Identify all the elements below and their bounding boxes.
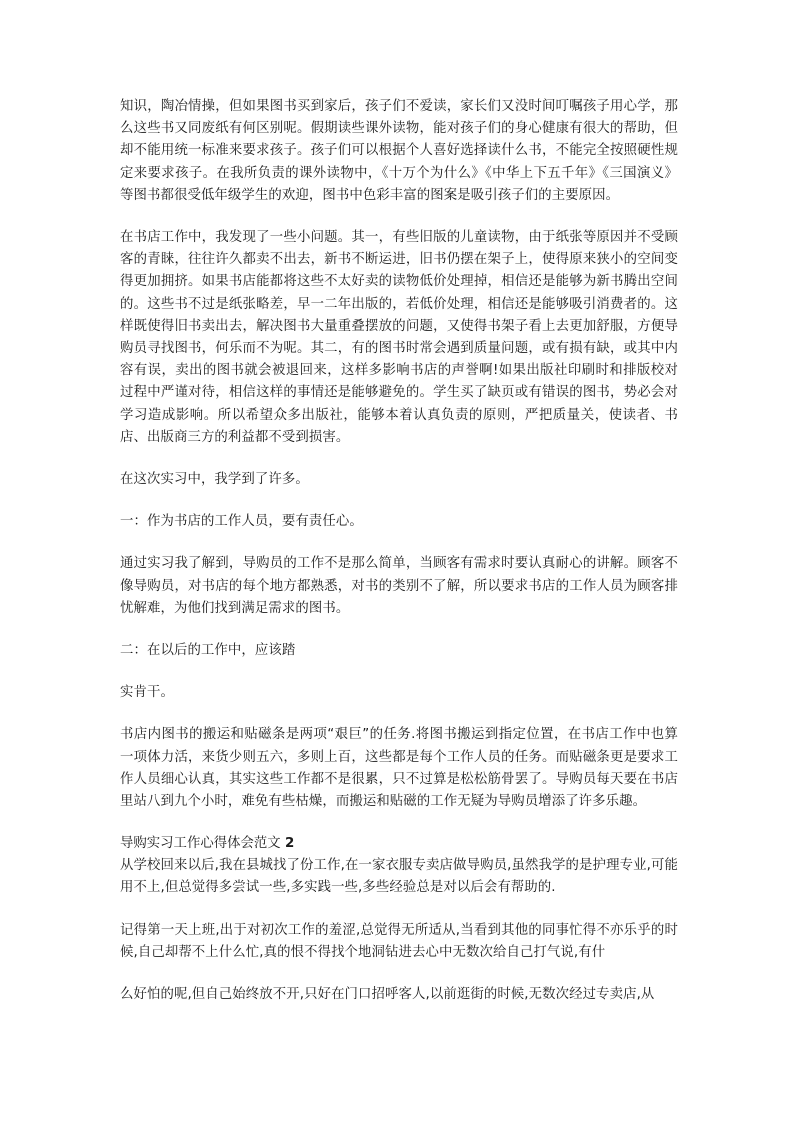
paragraph-learned-much: 在这次实习中，我学到了许多。 bbox=[120, 472, 309, 488]
paragraph-bookstore-problems: 在书店工作中，我发现了一些小问题。其一，有些旧版的儿童读物，由于纸张等原因并不受顾客的青睐，往往许久都卖不出去，新书不断运进，旧书仍摆在架子上，使得原来狭小的空间变得更加拥挤。如果书店能都将这些不太好卖的读物低价处理掉，相信还是能够为新书腾出空间的。这些书不过是纸张略差，早一二年出版的，若低价处理，相信还是能够吸引消费者的。这样既使得旧书卖出去，解决图书大量重叠摆放的问题，又使得书架子看上去更加舒服，方便导购员寻找图书，何乐而不为呢。其二，有的图书时常会遇到质量问题，或有损有缺，或其中内容有误，卖出的图书就会被退回来，这样多影响书店的声誉啊!如果出版社印刷时和排版校对过程中严谨对待，相信这样的事情还是能够避免的。学生买了缺页或有错误的图书，势必会对学习造成影响。所以希望众多出版社，能够本着认真负责的原则，严把质量关，使读者、书店、出版商三方的利益都不受到损害。 bbox=[120, 230, 678, 445]
paragraph-point-two-cont: 实肯干。 bbox=[120, 685, 174, 701]
paragraph-reading-benefits: 知识，陶冶情操，但如果图书买到家后，孩子们不爱读，家长们又没时间叮嘱孩子用心学，那么这些书又同废纸有何区别呢。假期读些课外读物，能对孩子们的身心健康有很大的帮助，但却不能用统一标准来要求孩子。孩子们可以根据个人喜好选择读什么书，不能完全按照硬性规定来要求孩子。在我所负责的课外读物中，《十万个为什么》《中华上下五千年》《三国演义》等图书都很受低年级学生的欢迎，图书中色彩丰富的图案是吸引孩子们的主要原因。 bbox=[120, 99, 678, 203]
paragraph-point-one: 一：作为书店的工作人员，要有责任心。 bbox=[120, 514, 363, 530]
paragraph-point-two: 二：在以后的工作中，应该踏 bbox=[120, 643, 296, 659]
paragraph-guide-duties: 通过实习我了解到，导购员的工作不是那么简单，当顾客有需求时要认真耐心的讲解。顾客不像导购员，对书店的每个地方都熟悉，对书的类别不了解，所以要求书店的工作人员为顾客排忧解难，为他们找到满足需求的图书。 bbox=[120, 556, 678, 616]
section-title bbox=[120, 833, 678, 855]
paragraph-new-job: 从学校回来以后,我在县城找了份工作,在一家衣服专卖店做导购员,虽然我学的是护理专业,可能用不上,但总觉得多尝试一些,多实践一些,多些经验总是对以后会有帮助的. bbox=[120, 858, 678, 896]
section-title-text: 导购实习工作心得体会范文 bbox=[120, 836, 281, 852]
section-title-number: 2 bbox=[284, 836, 295, 852]
document-page bbox=[120, 96, 678, 1006]
paragraph-first-day: 记得第一天上班,出于对初次工作的羞涩,总觉得无所适从,当看到其他的同事忙得不亦乐乎的时候,自己却帮不上什么忙,真的恨不得找个地洞钻进去心中无数次给自己打气说,有什 bbox=[120, 922, 678, 960]
paragraph-moving-books: 书店内图书的搬运和贴磁条是两项“艰巨”的任务.将图书搬运到指定位置，在书店工作中也算一项体力活，来货少则五六，多则上百，这些都是每个工作人员的任务。而贴磁条更是要求工作人员细心认真，其实这些工作都不是很累，只不过算是松松筋骨罢了。导购员每天要在书店里站八到九个小时，难免有些枯燥，而搬运和贴磁的工作无疑为导购员增添了许多乐趣。 bbox=[120, 727, 678, 810]
paragraph-not-afraid: 么好怕的呢,但自己始终放不开,只好在门口招呼客人,以前逛街的时候,无数次经过专卖店,从 bbox=[120, 987, 655, 1003]
